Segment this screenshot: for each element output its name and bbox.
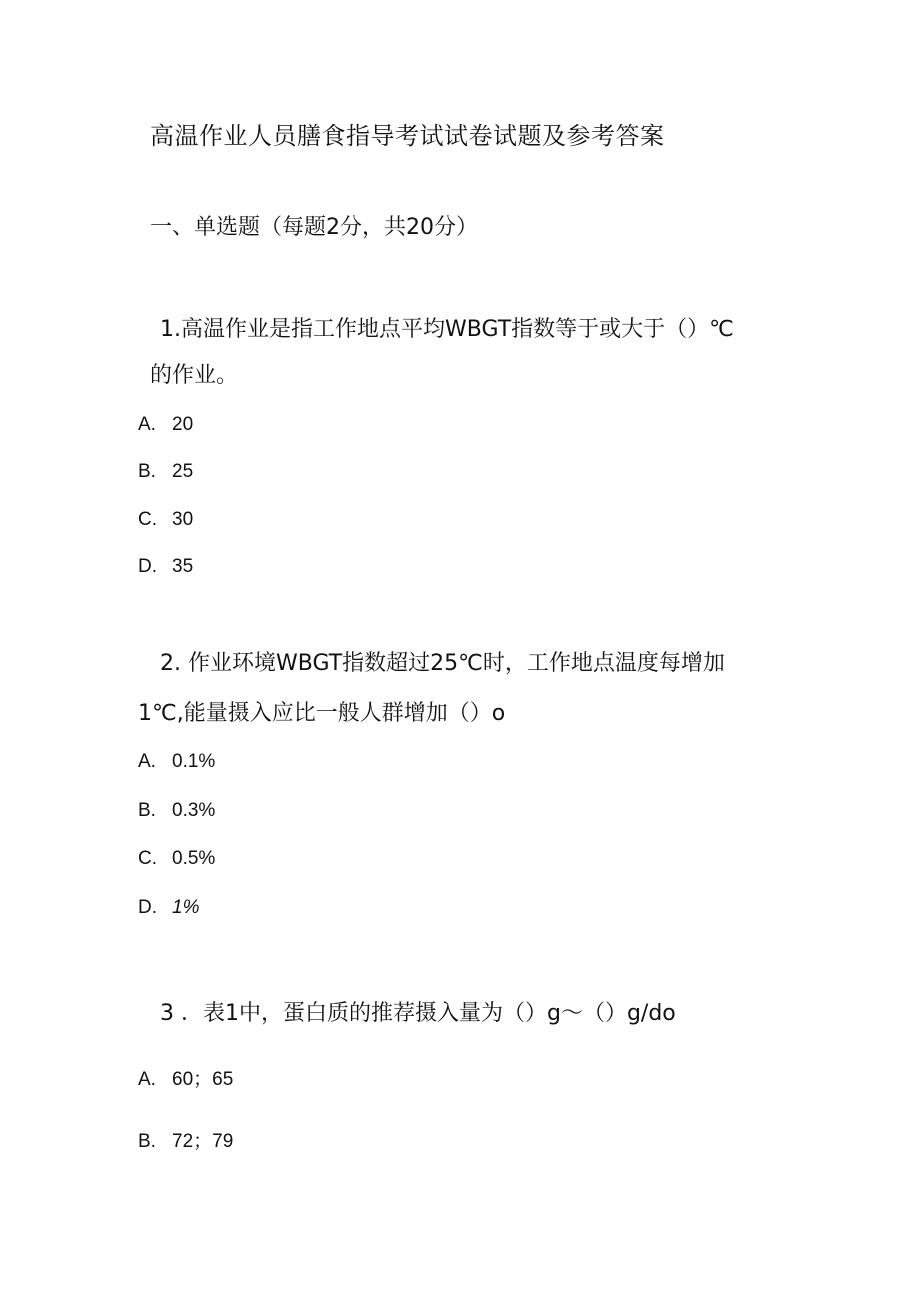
option-text: 0.5% [172,848,216,869]
question-1-option-a[interactable] [138,414,193,436]
option-text: 25 [172,461,194,482]
question-3-option-a[interactable] [138,1064,233,1091]
question-3-line-1: 3 ．表1中，蛋白质的推荐摄入量为（）g～（）g/do [160,1001,676,1026]
question-2-option-d[interactable] [138,897,199,919]
question-1-line-2: 的作业。 [150,363,239,388]
option-text: 0.3% [172,800,216,821]
question-3-option-b[interactable] [138,1126,233,1153]
option-letter: B. [138,800,156,821]
option-text: 60；65 [172,1069,234,1090]
option-letter: A. [138,1069,156,1090]
section-heading: 一、单选题（每题2分，共20分） [150,215,478,240]
option-text: 30 [172,509,194,530]
question-1-option-b[interactable] [138,461,193,483]
option-letter: D. [138,897,157,918]
option-letter: C. [138,848,157,869]
option-text: 1% [172,897,200,918]
option-letter: B. [138,1131,156,1152]
question-2-option-c[interactable] [138,848,215,870]
question-2-option-b[interactable] [138,800,215,822]
document-title: 高温作业人员膳食指导考试试卷试题及参考答案 [150,122,665,150]
question-2-option-a[interactable] [138,751,215,773]
option-text: 20 [172,414,194,435]
question-2-line-1: 2. 作业环境WBGT指数超过25℃时，工作地点温度每增加 [160,651,725,676]
option-letter: A. [138,751,156,772]
option-letter: C. [138,509,157,530]
option-text: 0.1% [172,751,216,772]
question-2-line-2: 1℃,能量摄入应比一般人群增加（）o [138,701,506,726]
option-text: 72；79 [172,1131,234,1152]
option-text: 35 [172,556,194,577]
question-1-option-c[interactable] [138,509,193,531]
option-letter: A. [138,414,156,435]
question-1-line-1: 1.高温作业是指工作地点平均WBGT指数等于或大于（）℃ [160,317,734,342]
question-1-option-d[interactable] [138,556,193,578]
option-letter: D. [138,556,157,577]
option-letter: B. [138,461,156,482]
